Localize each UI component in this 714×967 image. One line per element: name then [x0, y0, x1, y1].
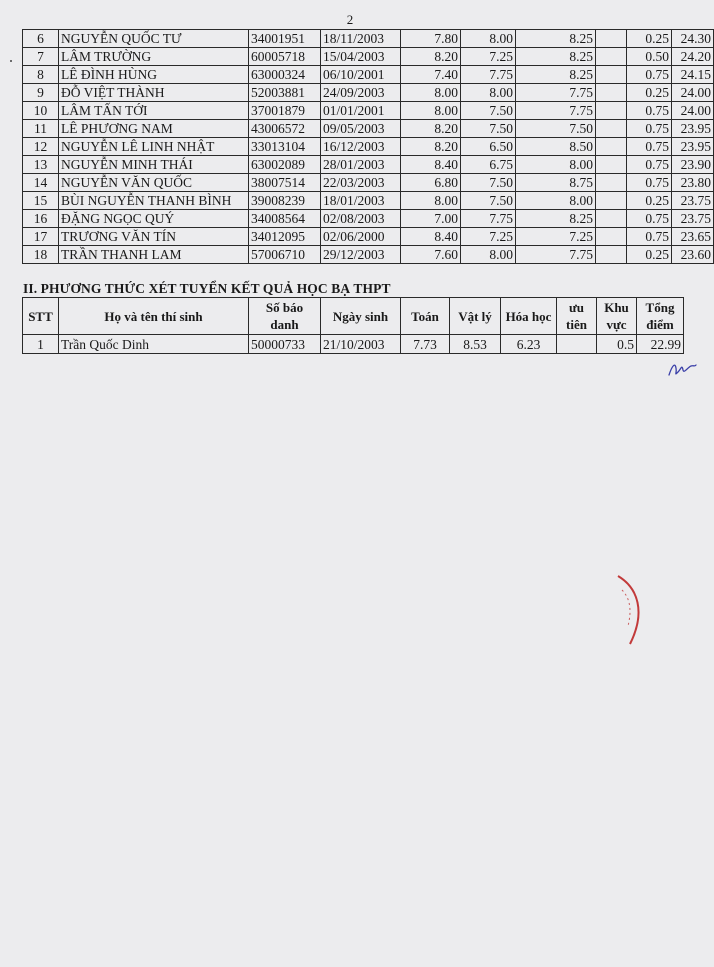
table-row	[23, 120, 714, 138]
cell-vatly: 8.00	[461, 84, 516, 102]
cell-stt: 1	[23, 335, 59, 354]
cell-dob: 24/09/2003	[321, 84, 401, 102]
cell-hoahoc: 7.25	[516, 228, 596, 246]
cell-tong: 24.30	[672, 30, 714, 48]
cell-uutien	[596, 30, 627, 48]
cell-hoahoc: 8.25	[516, 210, 596, 228]
table-row	[23, 48, 714, 66]
cell-uutien	[596, 102, 627, 120]
cell-vatly: 8.00	[461, 30, 516, 48]
cell-id: 57006710	[249, 246, 321, 264]
cell-hoahoc: 7.75	[516, 246, 596, 264]
cell-tong: 23.95	[672, 138, 714, 156]
cell-hoahoc: 6.23	[501, 335, 557, 354]
cell-stt: 6	[23, 30, 59, 48]
cell-dob: 29/12/2003	[321, 246, 401, 264]
cell-name: NGUYỄN VĂN QUỐC	[59, 174, 249, 192]
cell-khuvuc: 0.25	[627, 246, 672, 264]
cell-id: 37001879	[249, 102, 321, 120]
results-table-continued	[22, 29, 714, 264]
table-row	[23, 30, 714, 48]
cell-hoahoc: 7.50	[516, 120, 596, 138]
cell-uutien	[596, 174, 627, 192]
cell-toan: 7.80	[401, 30, 461, 48]
cell-toan: 8.20	[401, 120, 461, 138]
cell-name: NGUYỄN QUỐC TƯ	[59, 30, 249, 48]
table-row	[23, 102, 714, 120]
cell-hoahoc: 8.25	[516, 48, 596, 66]
cell-dob: 18/01/2003	[321, 192, 401, 210]
cell-id: 34001951	[249, 30, 321, 48]
cell-tong: 24.20	[672, 48, 714, 66]
cell-hoahoc: 8.00	[516, 192, 596, 210]
cell-id: 50000733	[249, 335, 321, 354]
cell-toan: 7.73	[401, 335, 450, 354]
cell-vatly: 7.50	[461, 102, 516, 120]
cell-vatly: 7.75	[461, 210, 516, 228]
header-tong: Tổng điểm	[637, 298, 684, 335]
cell-tong: 24.00	[672, 84, 714, 102]
cell-khuvuc: 0.75	[627, 102, 672, 120]
header-dob: Ngày sinh	[321, 298, 401, 335]
cell-khuvuc: 0.25	[627, 192, 672, 210]
cell-tong: 24.00	[672, 102, 714, 120]
cell-dob: 02/08/2003	[321, 210, 401, 228]
cell-uutien	[557, 335, 597, 354]
cell-toan: 7.60	[401, 246, 461, 264]
cell-dob: 06/10/2001	[321, 66, 401, 84]
header-id: Số báo danh	[249, 298, 321, 335]
cell-vatly: 7.50	[461, 192, 516, 210]
cell-tong: 23.95	[672, 120, 714, 138]
cell-khuvuc: 0.75	[627, 66, 672, 84]
cell-name: LÊ PHƯƠNG NAM	[59, 120, 249, 138]
cell-name: LÊ ĐÌNH HÙNG	[59, 66, 249, 84]
cell-uutien	[596, 246, 627, 264]
cell-dob: 28/01/2003	[321, 156, 401, 174]
cell-hoahoc: 8.00	[516, 156, 596, 174]
cell-uutien	[596, 210, 627, 228]
table-row	[23, 335, 684, 354]
table-row	[23, 84, 714, 102]
cell-name: Trần Quốc Dinh	[59, 335, 249, 354]
cell-stt: 17	[23, 228, 59, 246]
header-uutien: ưu tiên	[557, 298, 597, 335]
cell-tong: 22.99	[637, 335, 684, 354]
cell-id: 43006572	[249, 120, 321, 138]
cell-stt: 10	[23, 102, 59, 120]
cell-id: 34012095	[249, 228, 321, 246]
cell-uutien	[596, 48, 627, 66]
scan-speck	[10, 60, 12, 62]
cell-khuvuc: 0.5	[597, 335, 637, 354]
cell-uutien	[596, 192, 627, 210]
cell-stt: 13	[23, 156, 59, 174]
cell-stt: 11	[23, 120, 59, 138]
cell-id: 63000324	[249, 66, 321, 84]
cell-toan: 8.20	[401, 138, 461, 156]
cell-hoahoc: 7.75	[516, 102, 596, 120]
cell-dob: 01/01/2001	[321, 102, 401, 120]
cell-name: LÂM TRƯỜNG	[59, 48, 249, 66]
header-khuvuc: Khu vực	[597, 298, 637, 335]
cell-toan: 8.00	[401, 192, 461, 210]
table-row	[23, 138, 714, 156]
table-row	[23, 174, 714, 192]
cell-stt: 9	[23, 84, 59, 102]
table-row	[23, 246, 714, 264]
cell-vatly: 7.75	[461, 66, 516, 84]
cell-name: TRẦN THANH LAM	[59, 246, 249, 264]
cell-id: 39008239	[249, 192, 321, 210]
cell-vatly: 8.53	[450, 335, 501, 354]
cell-toan: 8.40	[401, 228, 461, 246]
cell-name: NGUYỄN MINH THÁI	[59, 156, 249, 174]
cell-id: 52003881	[249, 84, 321, 102]
cell-uutien	[596, 138, 627, 156]
cell-id: 33013104	[249, 138, 321, 156]
cell-toan: 6.80	[401, 174, 461, 192]
cell-uutien	[596, 156, 627, 174]
cell-uutien	[596, 66, 627, 84]
header-stt: STT	[23, 298, 59, 335]
header-hoahoc: Hóa học	[501, 298, 557, 335]
cell-vatly: 7.50	[461, 174, 516, 192]
cell-id: 38007514	[249, 174, 321, 192]
cell-toan: 8.40	[401, 156, 461, 174]
transcript-table-body	[23, 335, 684, 354]
cell-dob: 02/06/2000	[321, 228, 401, 246]
results-table-body	[23, 30, 714, 264]
cell-khuvuc: 0.25	[627, 84, 672, 102]
cell-toan: 8.00	[401, 102, 461, 120]
cell-toan: 7.40	[401, 66, 461, 84]
cell-name: LÂM TẤN TỚI	[59, 102, 249, 120]
table-row	[23, 66, 714, 84]
cell-vatly: 7.25	[461, 228, 516, 246]
cell-vatly: 6.50	[461, 138, 516, 156]
cell-tong: 23.90	[672, 156, 714, 174]
cell-name: BÙI NGUYỄN THANH BÌNH	[59, 192, 249, 210]
cell-id: 60005718	[249, 48, 321, 66]
cell-name: ĐỖ VIỆT THÀNH	[59, 84, 249, 102]
header-toan: Toán	[401, 298, 450, 335]
cell-uutien	[596, 120, 627, 138]
cell-hoahoc: 8.75	[516, 174, 596, 192]
cell-vatly: 6.75	[461, 156, 516, 174]
page-number: 2	[346, 12, 354, 27]
cell-tong: 24.15	[672, 66, 714, 84]
cell-khuvuc: 0.75	[627, 138, 672, 156]
cell-uutien	[596, 228, 627, 246]
cell-name: ĐẶNG NGỌC QUÝ	[59, 210, 249, 228]
cell-name: TRƯƠNG VĂN TÍN	[59, 228, 249, 246]
cell-vatly: 7.25	[461, 48, 516, 66]
cell-id: 63002089	[249, 156, 321, 174]
cell-stt: 15	[23, 192, 59, 210]
cell-stt: 18	[23, 246, 59, 264]
cell-tong: 23.65	[672, 228, 714, 246]
section-title: II. PHƯƠNG THỨC XÉT TUYỂN KẾT QUẢ HỌC BẠ THPT	[23, 281, 391, 296]
cell-stt: 14	[23, 174, 59, 192]
cell-tong: 23.80	[672, 174, 714, 192]
cell-khuvuc: 0.75	[627, 210, 672, 228]
table-row	[23, 192, 714, 210]
cell-toan: 7.00	[401, 210, 461, 228]
table-row	[23, 228, 714, 246]
cell-id: 34008564	[249, 210, 321, 228]
cell-dob: 09/05/2003	[321, 120, 401, 138]
cell-hoahoc: 8.25	[516, 66, 596, 84]
cell-dob: 18/11/2003	[321, 30, 401, 48]
cell-khuvuc: 0.75	[627, 156, 672, 174]
cell-dob: 16/12/2003	[321, 138, 401, 156]
red-stamp-edge	[610, 570, 650, 650]
cell-khuvuc: 0.75	[627, 228, 672, 246]
cell-stt: 16	[23, 210, 59, 228]
cell-vatly: 8.00	[461, 246, 516, 264]
header-row	[23, 298, 684, 335]
cell-tong: 23.75	[672, 210, 714, 228]
cell-dob: 15/04/2003	[321, 48, 401, 66]
cell-khuvuc: 0.50	[627, 48, 672, 66]
header-vatly: Vật lý	[450, 298, 501, 335]
cell-toan: 8.00	[401, 84, 461, 102]
table-row	[23, 210, 714, 228]
cell-dob: 22/03/2003	[321, 174, 401, 192]
cell-hoahoc: 8.25	[516, 30, 596, 48]
cell-hoahoc: 8.50	[516, 138, 596, 156]
cell-name: NGUYỄN LÊ LINH NHẬT	[59, 138, 249, 156]
cell-khuvuc: 0.75	[627, 120, 672, 138]
cell-khuvuc: 0.25	[627, 30, 672, 48]
cell-dob: 21/10/2003	[321, 335, 401, 354]
cell-toan: 8.20	[401, 48, 461, 66]
table-row	[23, 156, 714, 174]
cell-tong: 23.60	[672, 246, 714, 264]
cell-vatly: 7.50	[461, 120, 516, 138]
cell-tong: 23.75	[672, 192, 714, 210]
header-name: Họ và tên thí sinh	[59, 298, 249, 335]
cell-stt: 12	[23, 138, 59, 156]
cell-hoahoc: 7.75	[516, 84, 596, 102]
cell-stt: 8	[23, 66, 59, 84]
transcript-results-table	[22, 297, 684, 354]
cell-khuvuc: 0.75	[627, 174, 672, 192]
cell-uutien	[596, 84, 627, 102]
signature-mark	[666, 358, 698, 380]
cell-stt: 7	[23, 48, 59, 66]
